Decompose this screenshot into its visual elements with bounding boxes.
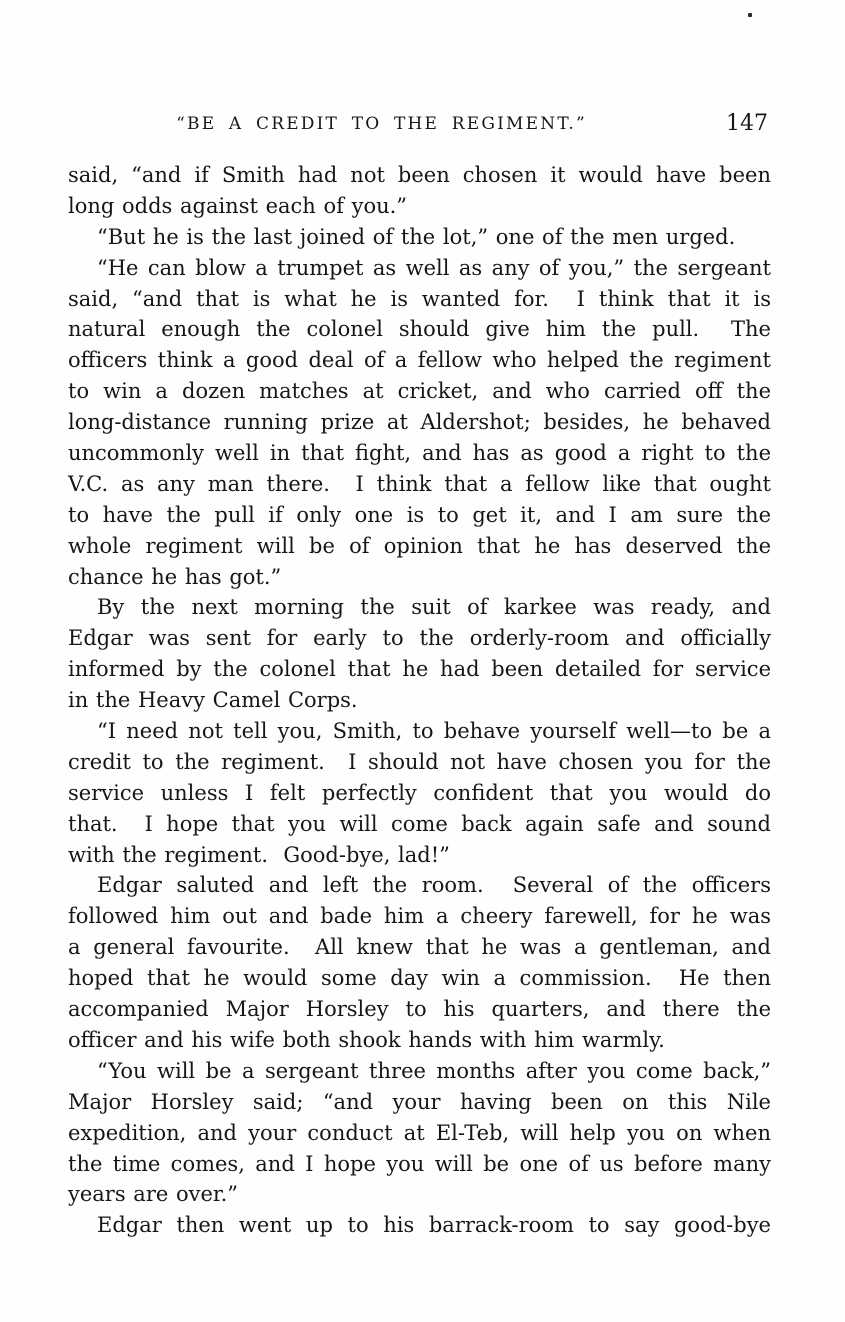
text-line: V.C. as any man there. I think that a fellow like that ought xyxy=(68,471,771,496)
text-line: “But he is the last joined of the lot,” one of the men urged. xyxy=(97,224,736,249)
paragraph xyxy=(68,222,771,253)
text-line: that. I hope that you will come back again safe and sound xyxy=(68,811,771,836)
text-line: Edgar saluted and left the room. Several of the officers xyxy=(97,873,771,898)
text-line: “I need not tell you, Smith, to behave yourself well—to be a xyxy=(97,719,771,744)
text-line: officers think a good deal of a fellow who helped the regiment xyxy=(68,348,771,373)
chapter-running-title: “BE A CREDIT TO THE REGIMENT.” xyxy=(176,114,587,134)
text-line: whole regiment will be of opinion that he has deserved the xyxy=(68,533,771,558)
paragraph xyxy=(68,253,771,593)
text-line: a general favourite. All knew that he was a gentleman, and xyxy=(68,935,771,960)
text-line: service unless I felt perfectly confident that you would do xyxy=(68,780,771,805)
paragraph xyxy=(68,592,771,716)
text-line: natural enough the colonel should give him the pull. The xyxy=(68,317,771,342)
text-line: expedition, and your conduct at El-Teb, will help you on when xyxy=(68,1120,771,1145)
text-line: years are over.” xyxy=(68,1182,239,1207)
text-line: Edgar then went up to his barrack-room to say good-bye xyxy=(97,1213,771,1238)
text-line: By the next morning the suit of karkee was ready, and xyxy=(97,595,771,620)
text-line: Edgar was sent for early to the orderly-room and officially xyxy=(68,626,771,651)
page-number: 147 xyxy=(726,111,768,136)
text-line: with the regiment. Good-bye, lad!” xyxy=(68,842,450,867)
text-line: credit to the regiment. I should not have chosen you for the xyxy=(68,749,771,774)
running-header xyxy=(68,111,770,139)
text-line: the time comes, and I hope you will be one of us before many xyxy=(68,1151,771,1176)
text-line: in the Heavy Camel Corps. xyxy=(68,688,358,713)
paragraph xyxy=(68,716,771,870)
text-line: Major Horsley said; “and your having been on this Nile xyxy=(68,1089,771,1114)
text-line: accompanied Major Horsley to his quarters, and there the xyxy=(68,997,771,1022)
text-line: uncommonly well in that fight, and has as good a right to the xyxy=(68,441,771,466)
text-line: long-distance running prize at Aldershot; besides, he behaved xyxy=(68,410,771,435)
paragraph xyxy=(68,870,771,1055)
text-line: said, “and if Smith had not been chosen it would have been xyxy=(68,163,771,187)
text-line: long odds against each of you.” xyxy=(68,193,408,218)
scan-artifact-dot xyxy=(748,13,752,17)
text-line: hoped that he would some day win a commission. He then xyxy=(68,966,771,991)
page-body xyxy=(68,160,771,1241)
text-line: “You will be a sergeant three months after you come back,” xyxy=(97,1058,771,1083)
text-line: to have the pull if only one is to get it, and I am sure the xyxy=(68,502,771,527)
text-line: to win a dozen matches at cricket, and who carried off the xyxy=(68,379,771,404)
text-line: said, “and that is what he is wanted for. I think that it is xyxy=(68,286,771,311)
text-line: followed him out and bade him a cheery farewell, for he was xyxy=(68,904,771,929)
paragraph xyxy=(68,160,771,222)
paragraph xyxy=(68,1210,771,1241)
text-line: informed by the colonel that he had been detailed for service xyxy=(68,657,771,682)
text-line: officer and his wife both shook hands with him warmly. xyxy=(68,1027,665,1052)
text-line: chance he has got.” xyxy=(68,564,282,589)
text-line: “He can blow a trumpet as well as any of you,” the sergeant xyxy=(97,255,771,280)
paragraph xyxy=(68,1056,771,1210)
